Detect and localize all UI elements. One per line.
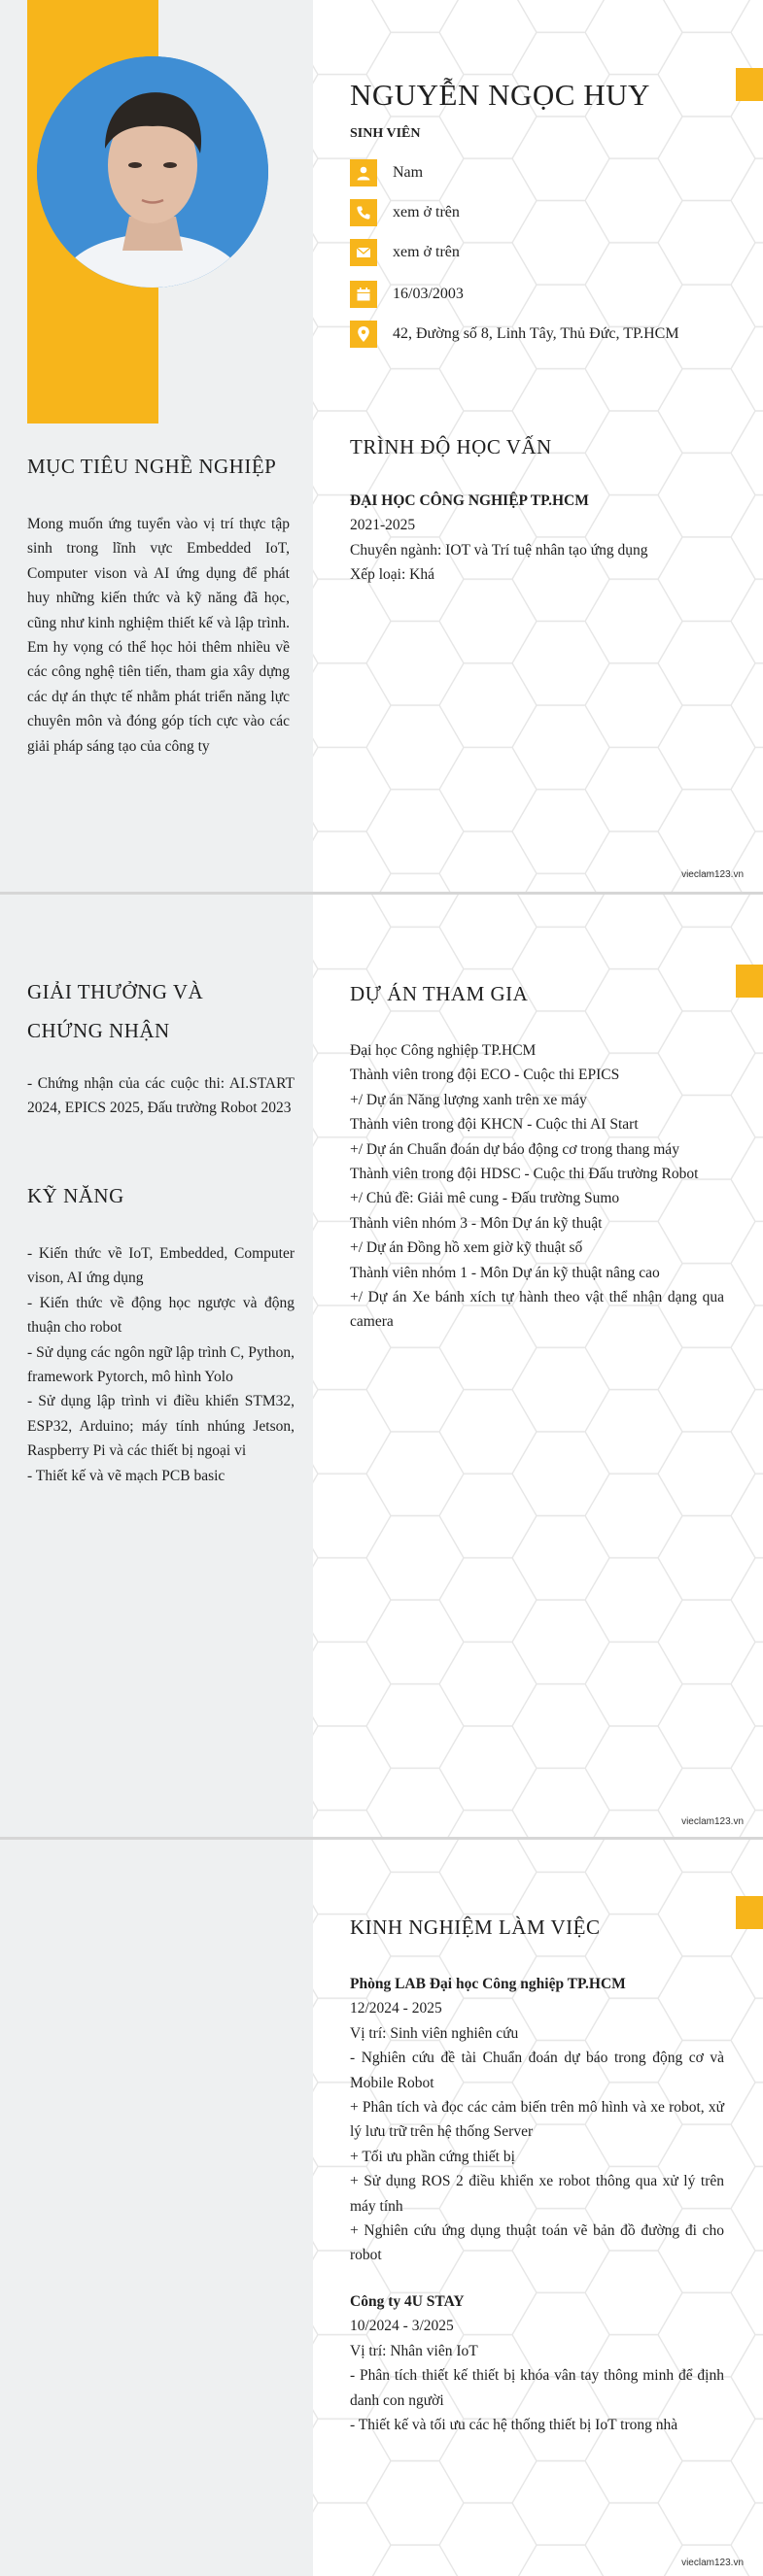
gender-value: Nam [393,164,424,181]
cv-page-1 [0,0,763,892]
projects-title: DỰ ÁN THAM GIA [350,982,529,1005]
email-value: xem ở trên [393,244,460,260]
skill-item: - Thiết kế và vẽ mạch PCB basic [27,1467,225,1484]
job-detail: + Tối ưu phần cứng thiết bị [350,2148,515,2165]
job-period: 10/2024 - 3/2025 [350,2318,454,2335]
candidate-name: NGUYỄN NGỌC HUY [350,78,650,112]
skills-title: KỸ NĂNG [27,1184,124,1207]
skill-item: - Sử dụng các ngôn ngữ lập trình C, Python, framework Pytorch, mô hình Yolo [27,1343,295,1386]
avatar [37,56,268,288]
corner-accent [736,68,763,101]
phone-icon [350,199,377,226]
contact-email [350,239,460,266]
user-icon [350,159,377,186]
calendar-icon [350,281,377,308]
job-position: Vị trí: Sinh viên nghiên cứu [350,2024,519,2042]
project-line: Thành viên trong đội ECO - Cuộc thi EPICS [350,1067,620,1084]
contact-phone [350,199,460,226]
corner-accent [736,965,763,998]
profile-photo [37,56,268,288]
job-entry [350,2289,724,2437]
awards-title [27,972,203,1050]
job-detail: + Sử dụng ROS 2 điều khiển xe robot thông qua xử lý trên máy tính [350,2173,724,2215]
contact-birthday [350,281,464,308]
watermark: vieclam123.vn [681,869,744,880]
job-company: Công ty 4U STAY [350,2292,465,2310]
location-icon [350,321,377,348]
hexagon-background [313,895,763,1837]
address-value: 42, Đường số 8, Linh Tây, Thủ Đức, TP.HCM [393,325,679,342]
projects-list [350,1038,724,1335]
objective-text: Mong muốn ứng tuyển vào vị trí thực tập sinh trong lĩnh vực Embedded IoT, Computer vison và AI ứng dụng để phát huy những kiến thức và kỹ năng đã học, cũng như kinh nghiệm thiết kế và lập trình. Em hy vọng có thể học hỏi thêm nhiều về các công nghệ tiên tiến, tham gia xây dựng các dự án thực tế nhằm phát triển năng lực chuyên môn và đóng góp tích cực vào các giải pháp sáng tạo của công ty [27,516,290,755]
job-company: Phòng LAB Đại học Công nghiệp TP.HCM [350,1976,626,1992]
education-rank: Xếp loại: Khá [350,566,434,584]
corner-accent [736,1896,763,1929]
job-detail: + Phân tích và đọc các cảm biến trên mô hình và xe robot, xử lý lưu trữ trên hệ thống Server [350,2099,724,2141]
education-major: Chuyên ngành: IOT và Trí tuệ nhân tạo ứng dụng [350,541,648,559]
project-line: Thành viên nhóm 1 - Môn Dự án kỹ thuật nâng cao [350,1264,660,1281]
project-line: +/ Dự án Năng lượng xanh trên xe máy [350,1091,587,1108]
education-school: ĐẠI HỌC CÔNG NGHIỆP TP.HCM [350,492,589,509]
contact-gender [350,159,423,186]
left-column [0,1840,313,2576]
skill-item: - Sử dụng lập trình vi điều khiển STM32, ESP32, Arduino; máy tính nhúng Jetson, Raspberry Pi và các thiết bị ngoại vi [27,1393,295,1460]
objective-title: MỤC TIÊU NGHỀ NGHIỆP [27,455,277,478]
job-detail: + Nghiên cứu ứng dụng thuật toán vẽ bản đồ đường đi cho robot [350,2222,724,2264]
contact-address [350,321,679,348]
education-block [350,489,680,588]
awards-title-line1: GIẢI THƯỞNG VÀ [27,980,204,1003]
project-line: +/ Chủ đề: Giải mê cung - Đấu trường Sumo [350,1190,620,1207]
job-detail: - Phân tích thiết kế thiết bị khóa vân tay thông minh để định danh con người [350,2367,724,2409]
awards-title-line2: CHỨNG NHẬN [27,1019,170,1042]
job-entry [350,1972,724,2268]
left-column [0,895,313,1837]
right-column [313,895,763,1837]
project-line: +/ Dự án Đồng hồ xem giờ kỹ thuật số [350,1239,583,1257]
awards-text: - Chứng nhận của các cuộc thi: AI.START 2024, EPICS 2025, Đấu trường Robot 2023 [27,1075,295,1117]
project-line: Thành viên nhóm 3 - Môn Dự án kỹ thuật [350,1214,603,1232]
skill-item: - Kiến thức về IoT, Embedded, Computer vison, AI ứng dụng [27,1245,295,1287]
job-position: Vị trí: Nhân viên IoT [350,2342,478,2359]
watermark: vieclam123.vn [681,2558,744,2568]
email-icon [350,239,377,266]
cv-page-2 [0,895,763,1837]
skill-item: - Kiến thức về động học ngược và động thuận cho robot [27,1294,295,1337]
experience-list [350,1972,724,2437]
education-title: TRÌNH ĐỘ HỌC VẤN [350,435,552,458]
project-line: +/ Dự án Xe bánh xích tự hành theo vật thể nhận dạng qua camera [350,1289,724,1331]
phone-value: xem ở trên [393,204,460,220]
project-line: Thành viên trong đội HDSC - Cuộc thi Đấu trường Robot [350,1166,699,1183]
experience-title: KINH NGHIỆM LÀM VIỆC [350,1915,601,1939]
project-line: +/ Dự án Chuẩn đoán dự báo động cơ trong thang máy [350,1140,679,1158]
skills-list [27,1241,295,1488]
birthday-value: 16/03/2003 [393,286,464,302]
job-detail: - Nghiên cứu đề tài Chuẩn đoán dự báo trong động cơ và Mobile Robot [350,2050,724,2091]
project-line: Thành viên trong đội KHCN - Cuộc thi AI Start [350,1116,639,1134]
job-detail: - Thiết kế và tối ưu các hệ thống thiết bị IoT trong nhà [350,2416,678,2433]
candidate-role: SINH VIÊN [350,126,421,141]
watermark: vieclam123.vn [681,1816,744,1827]
project-line: Đại học Công nghiệp TP.HCM [350,1042,537,1059]
cv-page-3 [0,1840,763,2576]
job-period: 12/2024 - 2025 [350,2000,442,2017]
education-period: 2021-2025 [350,517,416,534]
left-column [0,0,313,892]
